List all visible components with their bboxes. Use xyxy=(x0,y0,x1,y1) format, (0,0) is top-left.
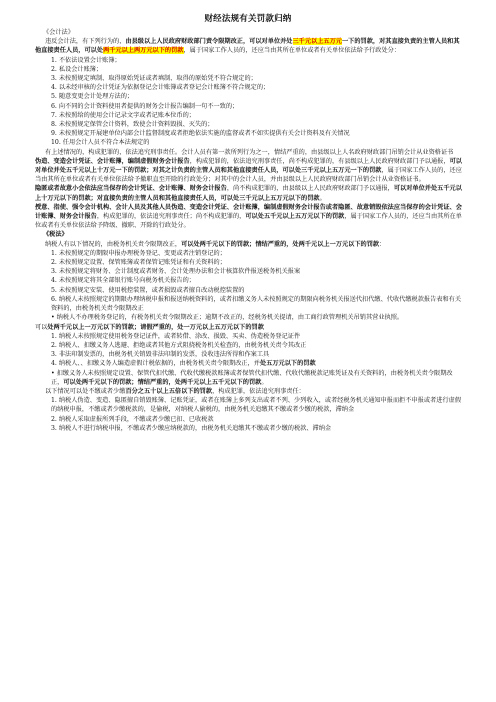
list-item: 4. 未按照规定将其全部银行账号向税务机关报告的； xyxy=(51,277,195,285)
section-heading-accounting-law: 《会计法》 xyxy=(43,29,74,36)
paragraph: 以下情况可以处不缴或者少缴百分之五十以上五倍以下的罚款，构成犯罪，依法追究刑事责任： xyxy=(45,387,305,395)
list-item: 9. 未按照规定开展建单位内部会计监督制度或者拒绝依法实施的监督或者不如实提供有关会计资料及有关情况 xyxy=(51,130,350,138)
paragraph: 伪造、变造会计凭证、会计账簿，编制虚假财务会计报告，构成犯罪的，依法追究刑事责任，尚不构成犯罪的，有县级以上人民政府财政部门予以通报，可以对单位并处五千元以上十万元一下的罚款；对其之计负责的主管人员和其他直接责任人员，可以处三千元以上五万元一下的罚款，属于国家工作人员的，还应当由其所在单位或者有关单位依法给予撤职直至开除的行政处分；对其中的会计人员，并由县级以上人民政府财政部门吊销会计从业资格证书。 xyxy=(35,157,462,184)
paragraph: 违反会计法，有下列行为的，由县级以上人民政府财政部门责令限期改正，可以对单位并处三千元以上五万元一下的罚款，对其直接负责的主管人员和其他直接责任人员，可以处两千元以上两万元以下的罚款，属于国家工作人员的，还应当由其所在单位或者有关单位依法给予行政处分： xyxy=(35,38,460,55)
page-title: 财经法规有关罚款归纳 xyxy=(204,14,292,24)
list-item: 5. 随意变更会计处理方法的； xyxy=(51,93,134,101)
list-item: 1. 纳税人未按照规定使用税务登记证件，或者转借、涂改、损毁、买卖、伪造税务登记证件 xyxy=(51,332,301,340)
paragraph: 隐匿或者故意小会依法应当保存的会计凭证、会计账簿、财务会计报告，尚不构成犯罪的，由县级以上人民政府财政部门予以通报，可以对单位并处五千元以上十万元以下的罚款；对直接负责的主管人员和其他直接责任人员，可以处三千元以上五万元以下的罚款。 xyxy=(35,185,462,202)
list-item: 3. 未按照规定将财务、会计制度或者财务、会计处理办法和会计核算软件报送税务机关报案 xyxy=(51,268,301,276)
list-item: 8. 未按照规定保管会计资料，致使会计资料毁损、灭失的； xyxy=(51,121,214,129)
list-item: 3. 未按照规定填制、取得原始凭证或者填制、取得的原始凭不符合规定的； xyxy=(51,75,257,83)
list-item: 5. 未按照规定安装、使用税控装置，或者损毁或者擅自改动税控装置的 xyxy=(51,286,245,294)
paragraph: 授意、指使、强令会计机构、会计人员及其他人员伪造、变造会计凭证、会计账簿，编制虚假财务会计报告或者隐匿、故意销毁依法应当保存的会计凭证、会计账簿、财务会计报告，构成犯罪的，依法追究刑事责任；尚不构成犯罪的，可以处五千元以上五万元以下的罚款，属于国家工作人员的，还应当由其所在单位或者有关单位依法给予降级、撤职、开除的行政处分。 xyxy=(35,203,462,230)
list-item: 6. 向不同的会计资料使用者提供的财务会计报告编制一句不一致的； xyxy=(51,102,239,110)
list-item: 4. 以未经审核的会计凭证为依据登记会计账簿或者登记会计账簿不符合规定的； xyxy=(51,84,270,92)
list-item: 4. 纳税人、、扣缴义务人编造虚假计税依据的，由税务机关责令限期改正，并处五万元以下的罚款 xyxy=(51,360,316,368)
list-item: 2. 未按照规定设置、保管账簿或者保管记账凭证和有关资料的； xyxy=(51,259,226,267)
paragraph: 有上述情况的，构成犯罪的，依法追究刑事责任。会计人员有第一款所列行为之一，情结严重的，由县级以上人名政府财政部门吊销会计从业资格证书 xyxy=(45,148,454,156)
list-item: 3. 非法印制发票的，由税务机关销毁非法印制的发票，没收违法所得和作案工具 xyxy=(51,351,270,359)
list-item: 1. 未按照规定的期限申报办理税务登记、变更或者注销登记的； xyxy=(51,249,226,257)
list-item: 2. 私设会计账簿； xyxy=(51,65,103,73)
list-item: • 扣缴义务人未按照规定设置、保管代扣代缴、代收代缴税款账簿或者保管代扣代缴、代收代缴税款记账凭证及有关资料的，由税务机关责令限期改正，可以处两千元以下的罚款；情结严重的，处两千元以上五千元以下的罚款。 xyxy=(51,369,453,386)
list-item: 7. 未按照给的使用会计记录文字或者记账本位币的； xyxy=(51,111,195,119)
list-item: 2. 纳税人、扣缴义务人逃避、拒绝或者其他方式阻挠税务机关检查的，由税务机关责令其改正 xyxy=(51,341,307,349)
document-body xyxy=(35,28,463,433)
list-item: 1. 不依法设置会计账簿； xyxy=(51,56,121,64)
list-item: 10. 任用会计人员不符合本法规定的 xyxy=(51,139,150,147)
paragraph: 纳税人有以下情况的，由税务机关责令限期改正，可以处两千元以下的罚款；情结严重的，处两千元以上一万元以下的罚款： xyxy=(45,240,386,248)
list-item: 1. 纳税人伪造、变造、隐匿擅自销毁账簿、记账凭证，或者在账簿上多列支出或者不列、少列收入，或者经税务机关通知申报而拒不申报或者进行虚假的纳税申报，不缴或者少缴税款的，是偷税，对纳税人偷税的，由税务机关追缴其不缴或者少缴的税款，滞纳金 xyxy=(51,397,462,414)
list-item: • 纳税人不办理税务登记的，有税务机关责令限期改正；逾期不改正的，经税务机关提请，由工商行政管理机关吊销其营业执照。 xyxy=(51,314,404,322)
list-item: 2. 纳税人采取虚报所列手段，不缴或者少缴已扣、已收税款 xyxy=(51,415,214,423)
list-item: 6. 纳税人未按照规定的期限办理纳税申报和报送纳税资料的，或者扣缴义务人未按照规定的期限向税务机关报送代扣代缴、代收代缴税款报告表和有关资料的，由税务机关责令限期改正 xyxy=(51,295,462,313)
paragraph: 可以处两千元以上一万元以下的罚款；请假严重的，处一万元以上五万元以下的罚款 xyxy=(35,323,264,331)
section-heading-tax-law: 《税法》 xyxy=(43,231,68,239)
list-item: 3. 纳税人不进行纳税申报，不缴或者少缴应纳税款的，由税务机关追缴其不缴或者少缴的税款、滞纳金 xyxy=(51,424,332,432)
